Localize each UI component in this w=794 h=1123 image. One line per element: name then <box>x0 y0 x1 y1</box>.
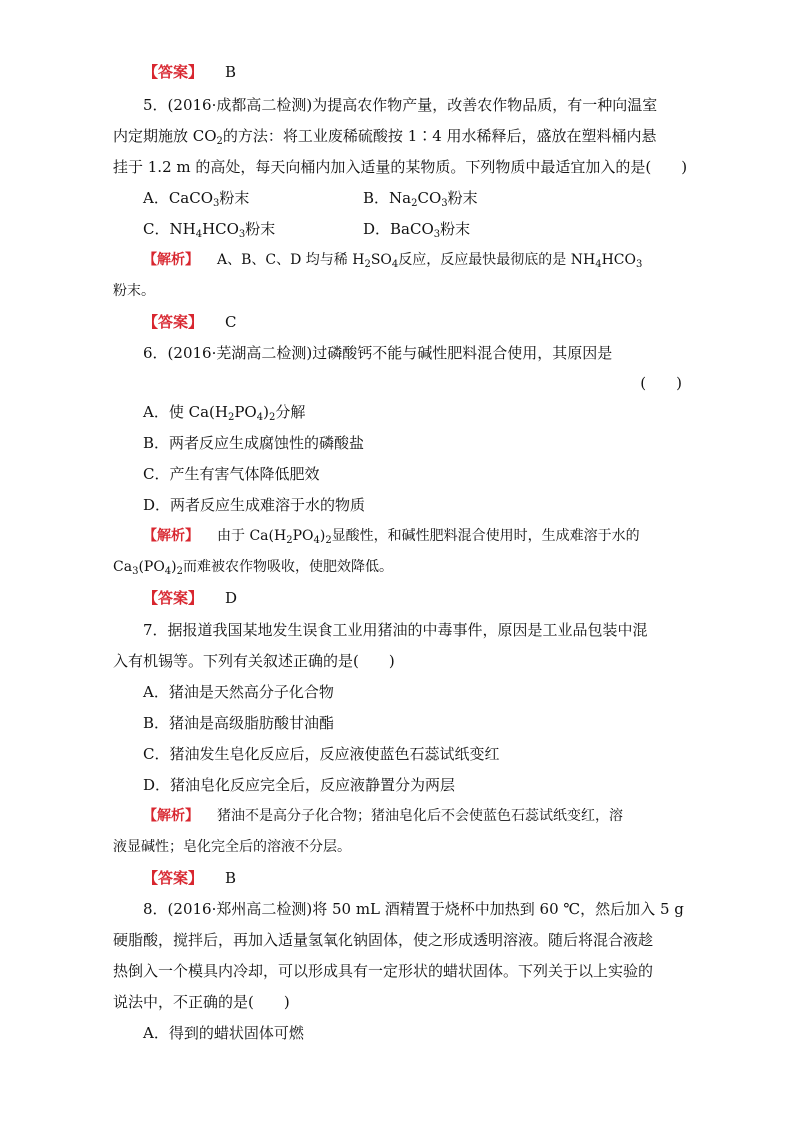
text: (PO <box>138 559 165 575</box>
q6-answer-paren: ( ) <box>640 374 682 392</box>
answer-value: B <box>225 63 237 81</box>
subscript: 2 <box>268 412 276 423</box>
subscript: 3 <box>441 198 448 209</box>
answer-value: C <box>225 313 237 331</box>
q7-option-c: C．猪油发生皂化反应后，反应液使蓝色石蕊试纸变红 <box>143 745 500 763</box>
text: 由于 Ca(H <box>217 528 287 544</box>
text: 内定期施放 CO <box>113 127 217 145</box>
text: HCO <box>601 252 636 268</box>
text: B．Na <box>363 189 412 207</box>
answer-tag: 【答案】 <box>143 313 204 331</box>
text: 而难被农作物吸收，使肥效降低。 <box>183 559 394 575</box>
q6-option-c: C．产生有害气体降低肥效 <box>143 465 320 483</box>
text: 粉末 <box>219 189 250 207</box>
subscript: 4 <box>195 229 203 240</box>
q8-option-a: A．得到的蜡状固体可燃 <box>143 1024 304 1042</box>
text: 猪油不是高分子化合物；猪油皂化后不会使蓝色石蕊试纸变红，溶 <box>217 808 623 824</box>
text: PO <box>292 528 314 544</box>
q5-stem-line2 <box>113 126 657 146</box>
subscript: 2 <box>286 535 293 546</box>
subscript: 3 <box>635 259 643 270</box>
subscript: 4 <box>256 412 264 423</box>
q8-stem-line1: 8．(2016·郑州高二检测)将 50 mL 酒精置于烧杯中加热到 60 ℃，然后加入 5 g <box>143 900 684 918</box>
q6-option-a <box>143 402 305 422</box>
q7-answer-line <box>143 868 236 888</box>
subscript: 2 <box>364 259 371 270</box>
q8-stem-line2: 硬脂酸，搅拌后，再加入适量氢氧化钠固体，使之形成透明溶液。随后将混合液趁 <box>113 931 654 949</box>
subscript: 2 <box>227 412 235 423</box>
text: Ca <box>113 559 133 575</box>
q5-answer-line <box>143 312 237 332</box>
q5-stem-line1: 5．(2016·成都高二检测)为提高农作物产量，改善农作物品质，有一种向温室 <box>143 96 658 114</box>
subscript: 3 <box>238 229 246 240</box>
subscript: 2 <box>176 566 184 577</box>
subscript: 3 <box>433 229 441 240</box>
text: 显酸性，和碱性肥料混合使用时，生成难溶于水的 <box>331 528 640 544</box>
subscript: 3 <box>213 198 220 209</box>
text: ) <box>171 559 177 575</box>
text: ) <box>319 528 326 544</box>
q7-stem-line2: 入有机锡等。下列有关叙述正确的是( ) <box>113 652 395 670</box>
text: D．BaCO <box>363 220 434 238</box>
q6-explanation-line1 <box>143 526 640 546</box>
answer-tag: 【答案】 <box>143 589 204 607</box>
text: CO <box>417 189 442 207</box>
subscript: 3 <box>132 566 139 577</box>
explanation-tag: 【解析】 <box>143 808 199 824</box>
explanation-tag: 【解析】 <box>143 252 199 268</box>
text: 粉末 <box>245 220 276 238</box>
text: C．NH <box>143 220 196 238</box>
q6-explanation-line2 <box>113 557 393 577</box>
subscript: 2 <box>216 136 223 147</box>
q5-option-a <box>143 188 249 208</box>
text: 粉末 <box>440 220 471 238</box>
text: A、B、C、D 均与稀 H <box>217 252 365 268</box>
text: 的方法：将工业废稀硫酸按 1∶4 用水稀释后，盛放在塑料桶内悬 <box>222 127 657 145</box>
q6-answer-line <box>143 588 237 608</box>
subscript: 2 <box>325 535 332 546</box>
q6-option-b: B．两者反应生成腐蚀性的磷酸盐 <box>143 434 365 452</box>
q7-explanation-line2: 液显碱性；皂化完全后的溶液不分层。 <box>113 839 351 855</box>
subscript: 4 <box>164 566 172 577</box>
q8-stem-line3: 热倒入一个模具内冷却，可以形成具有一定形状的蜡状固体。下列关于以上实验的 <box>113 962 654 980</box>
text: 反应，反应最快最彻底的是 NH <box>398 252 596 268</box>
text: ) <box>263 403 269 421</box>
q6-option-d: D．两者反应生成难溶于水的物质 <box>143 496 366 514</box>
q8-stem-line4: 说法中，不正确的是( ) <box>113 993 290 1011</box>
answer-value: D <box>225 589 238 607</box>
q5-explanation-line2: 粉末。 <box>113 283 155 299</box>
explanation-tag: 【解析】 <box>143 528 199 544</box>
answer-tag: 【答案】 <box>143 63 204 81</box>
text: SO <box>370 252 392 268</box>
q5-stem-line3: 挂于 1.2 m 的高处，每天向桶内加入适量的某物质。下列物质中最适宜加入的是( ) <box>113 158 688 176</box>
text: 粉末 <box>447 189 478 207</box>
text: 分解 <box>275 403 306 421</box>
q5-explanation-line1 <box>143 250 642 270</box>
q7-option-d: D．猪油皂化反应完全后，反应液静置分为两层 <box>143 776 456 794</box>
text: A．CaCO <box>143 189 214 207</box>
text: PO <box>234 403 257 421</box>
q7-option-a: A．猪油是天然高分子化合物 <box>143 683 334 701</box>
text: A．使 Ca(H <box>143 403 228 421</box>
q7-option-b: B．猪油是高级脂肪酸甘油酯 <box>143 714 335 732</box>
q5-option-b <box>363 188 478 208</box>
q5-option-d <box>363 219 470 239</box>
q7-explanation-line1 <box>143 806 623 826</box>
q5-option-c <box>143 219 275 239</box>
answer-value: B <box>225 869 237 887</box>
q6-stem-line1: 6．(2016·芜湖高二检测)过磷酸钙不能与碱性肥料混合使用，其原因是 <box>143 344 613 362</box>
subscript: 4 <box>313 535 320 546</box>
q7-stem-line1: 7．据报道我国某地发生误食工业用猪油的中毒事件，原因是工业品包装中混 <box>143 621 648 639</box>
answer-line-top <box>143 62 236 82</box>
text: HCO <box>202 220 239 238</box>
answer-tag: 【答案】 <box>143 869 204 887</box>
subscript: 4 <box>595 259 602 270</box>
subscript: 2 <box>411 198 418 209</box>
subscript: 4 <box>391 259 399 270</box>
